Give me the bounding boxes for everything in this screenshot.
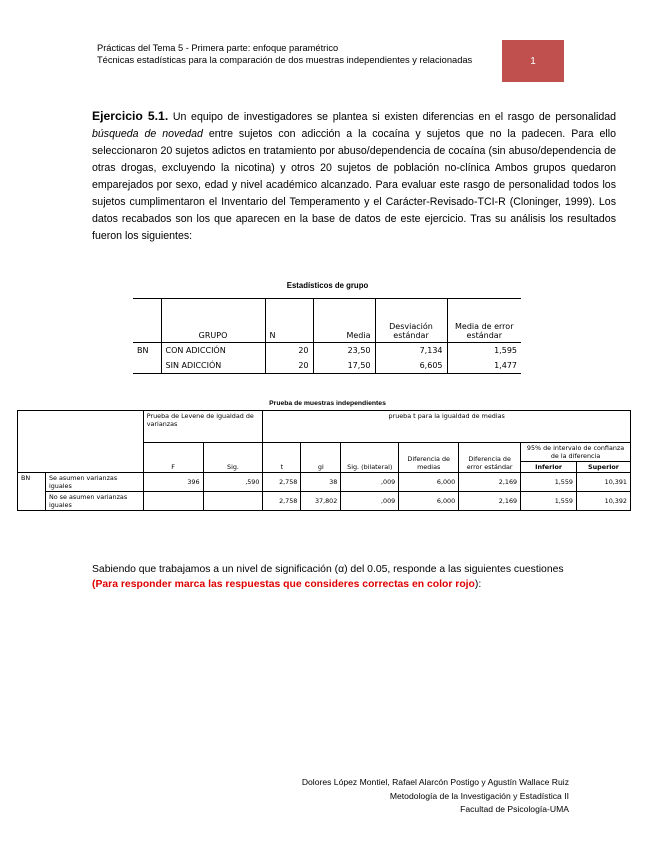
footer-authors: Dolores López Montiel, Rafael Alarcón Postigo y Agustín Wallace Ruiz (301, 777, 569, 787)
col-desviacion: Desviación estándar (375, 299, 447, 343)
t-value: 2,758 (263, 492, 301, 511)
col-n: N (265, 299, 313, 343)
col-error: Media de error estándar (447, 299, 521, 343)
exercise-text-1: Un equipo de investigadores se plantea si existen diferencias en el rasgo de personalidad (168, 111, 617, 123)
col-grupo: GRUPO (161, 299, 265, 343)
sd-value: 7,134 (375, 343, 447, 359)
sd-value: 6,605 (375, 358, 447, 374)
se-diff-value: 2,169 (459, 473, 521, 492)
table-row (18, 492, 631, 511)
instruction-red-text: Para responder marca las respuestas que consideres correctas en color rojo (95, 579, 475, 590)
page-number-badge (502, 40, 564, 82)
ci-lower-value: 1,559 (521, 473, 577, 492)
group-stats-table (133, 298, 521, 374)
ci-lower-value: 1,559 (521, 492, 577, 511)
group-stats-title: Estadísticos de grupo (286, 281, 369, 290)
gl-value: 38 (301, 473, 341, 492)
col-inferior: Inferior (521, 462, 577, 473)
mean-diff-value: 6,000 (399, 492, 459, 511)
table-row (133, 358, 521, 374)
levene-header: Prueba de Levene de igualdad de varianzas (143, 411, 263, 443)
exercise-label: Ejercicio 5.1. (92, 109, 169, 123)
page-header (97, 42, 487, 67)
page-footer (302, 776, 569, 817)
exercise-italic-term: búsqueda de novedad (92, 128, 203, 140)
header-line-1: Prácticas del Tema 5 - Primera parte: enfoque paramétrico (97, 43, 339, 53)
mean-value: 17,50 (313, 358, 375, 374)
se-diff-value: 2,169 (459, 492, 521, 511)
mean-diff-value: 6,000 (399, 473, 459, 492)
ci-header: 95% de intervalo de confianza de la diferencia (521, 443, 631, 462)
instruction-open-paren: ( (92, 579, 96, 590)
table-row (133, 343, 521, 359)
col-dif-error: Diferencia de error estándar (459, 443, 521, 473)
col-sig: Sig. (203, 443, 263, 473)
table-row (18, 473, 631, 492)
col-superior: Superior (576, 462, 630, 473)
sig-value: ,590 (203, 473, 263, 492)
n-value: 20 (265, 343, 313, 359)
col-media: Media (313, 299, 375, 343)
variable-label: BN (18, 473, 46, 511)
group-name: CON ADICCIÓN (161, 343, 265, 359)
n-value: 20 (265, 358, 313, 374)
t-value: 2,758 (263, 473, 301, 492)
col-dif-medias: Diferencia de medias (399, 443, 459, 473)
test-header-row-1 (18, 411, 631, 443)
exercise-statement (92, 108, 616, 245)
sig-bilateral-value: ,009 (341, 473, 399, 492)
se-value: 1,477 (447, 358, 521, 374)
col-t: t (263, 443, 301, 473)
question-intro (92, 562, 637, 592)
f-value: 396 (143, 473, 203, 492)
exercise-text-2: entre sujetos con adicción a la cocaína y sujetos que no la padecen. Para ello seleccionaron 20 sujetos adictos en tratamiento por abuso/dependencia de cocaína (sin abuso/dependencia de otras drogas, excluyendo la nicotina) y otros 20 sujetos de población no-clínica Ambos grupos quedaron emparejados por sexo, edad y nivel académico alcanzado. Para evaluar este rasgo de personalidad todos los sujetos cumplimentaron el Inventario del Temperamento y el Carácter-Revisado-TCI-R (Cloninger, 1999). Los datos recabados son los que aparecen en la base de datos de este ejercicio. Tras su análisis los resultados fueron los siguientes: (92, 128, 617, 242)
mean-value: 23,50 (313, 343, 375, 359)
variable-label: BN (137, 346, 149, 355)
gl-value: 37,802 (301, 492, 341, 511)
sig-value (203, 492, 263, 511)
ci-upper-value: 10,392 (576, 492, 630, 511)
f-value (143, 492, 203, 511)
instruction-close: ): (474, 579, 482, 590)
independent-test-table (17, 410, 631, 511)
group-name: SIN ADICCIÓN (161, 358, 265, 374)
independent-test-title: Prueba de muestras independientes (269, 400, 386, 407)
se-value: 1,595 (447, 343, 521, 359)
header-line-2: Técnicas estadísticas para la comparación de dos muestras independientes y relacionadas (97, 55, 473, 66)
page-number: 1 (530, 55, 536, 67)
question-text: Sabiendo que trabajamos a un nivel de significación (α) del 0.05, responde a las siguientes cuestiones (92, 564, 564, 575)
row-label: No se asumen varianzas iguales (45, 492, 143, 511)
group-stats-header-row (133, 299, 521, 343)
row-label: Se asumen varianzas iguales (45, 473, 143, 492)
footer-course: Metodología de la Investigación y Estadística II (389, 790, 569, 801)
col-f: F (143, 443, 203, 473)
col-gl: gl (301, 443, 341, 473)
col-sig-bilateral: Sig. (bilateral) (341, 443, 399, 473)
sig-bilateral-value: ,009 (341, 492, 399, 511)
footer-faculty: Facultad de Psicología-UMA (460, 804, 569, 814)
ci-upper-value: 10,391 (576, 473, 630, 492)
ttest-header: prueba t para la igualdad de medias (263, 411, 631, 443)
